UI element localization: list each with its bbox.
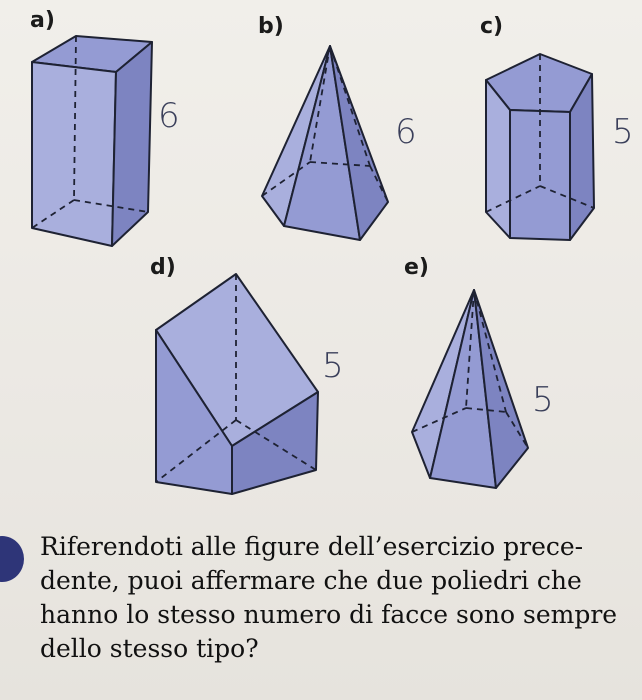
figure-d-annotation: 5 — [322, 346, 344, 386]
figure-a-label: a) — [30, 8, 55, 33]
figure-b-label: b) — [258, 14, 284, 39]
exercise-question: Riferendoti alle figure dell’esercizio prece-dente, puoi affermare che due poliedri che hanno lo stesso numero di facce sono sempre dello stesso tipo? — [40, 532, 618, 663]
figure-e-label: e) — [404, 255, 429, 280]
figure-b-annotation: 6 — [395, 112, 417, 152]
figure-e-annotation: 5 — [532, 380, 554, 420]
figure-c-annotation: 5 — [612, 112, 634, 152]
figure-d-label: d) — [150, 255, 176, 280]
figure-a-annotation: 6 — [158, 96, 180, 136]
figure-c-label: c) — [480, 14, 504, 39]
